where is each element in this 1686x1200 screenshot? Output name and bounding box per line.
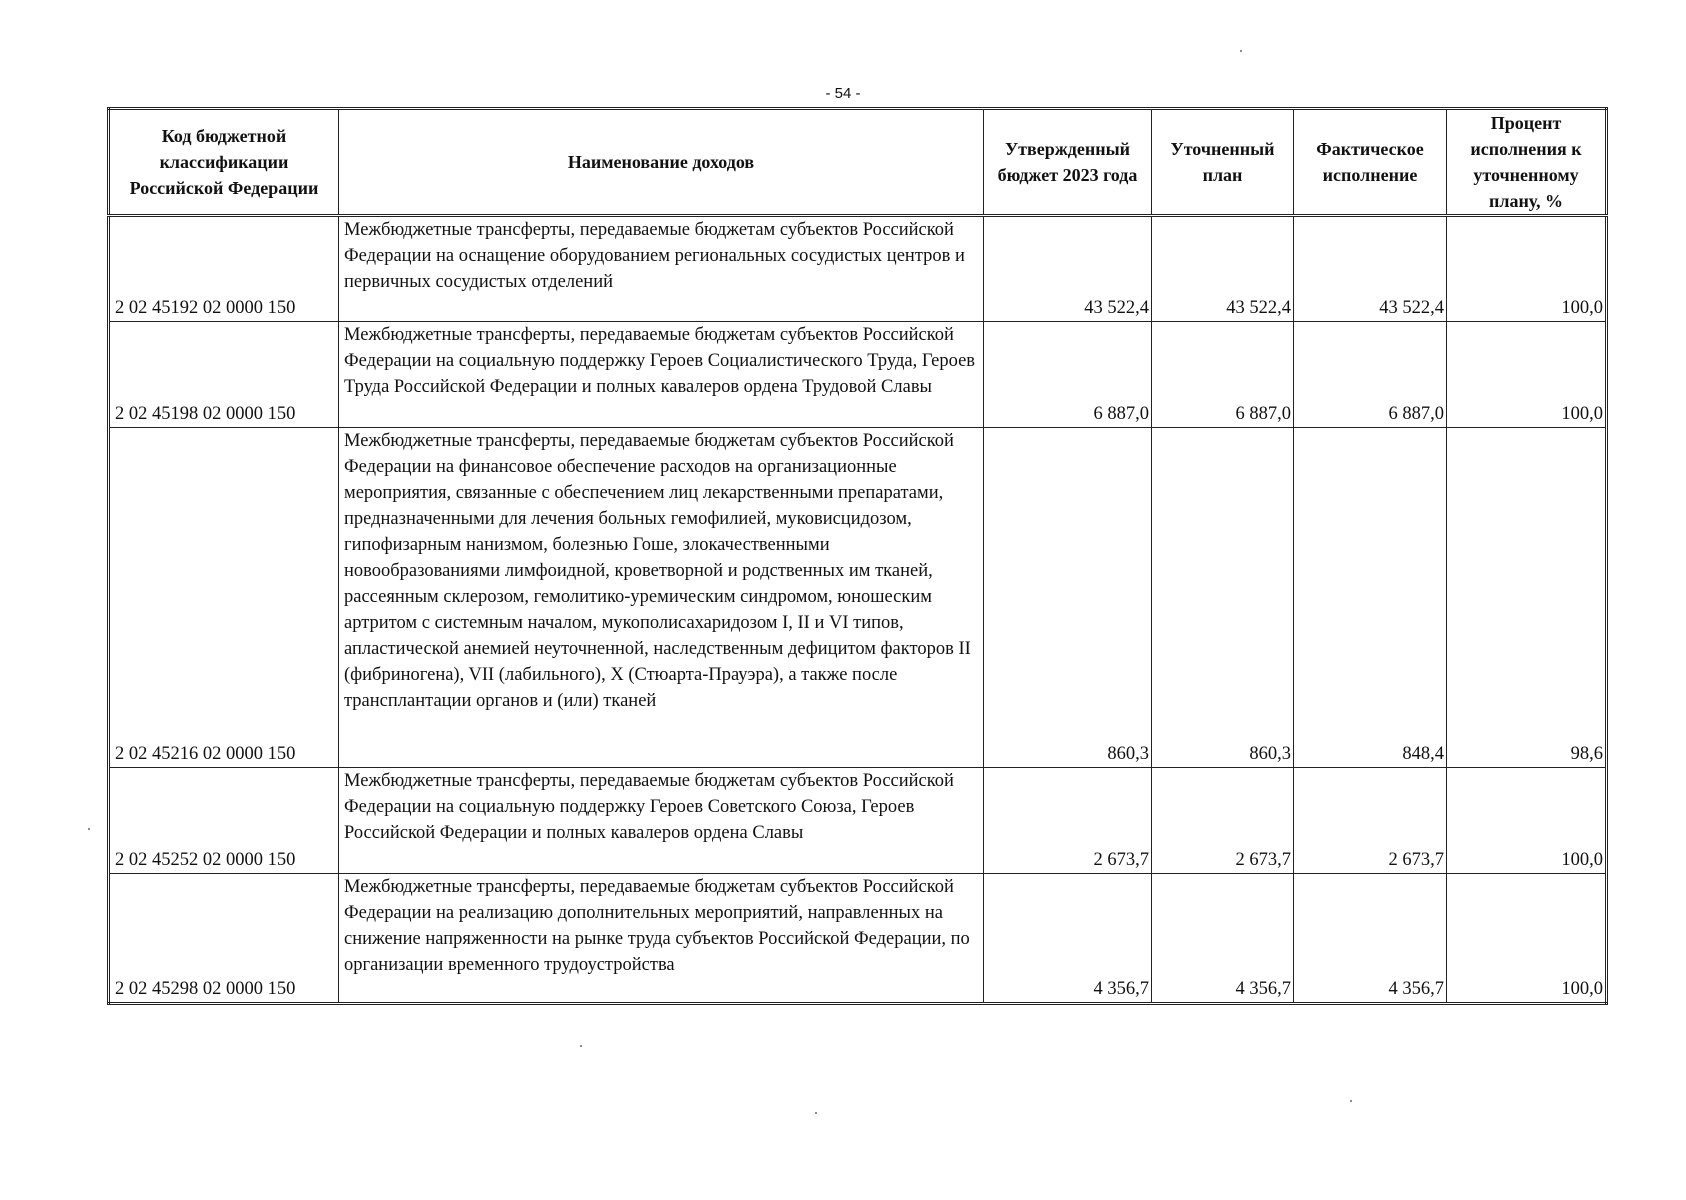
row-code: 2 02 45192 02 0000 150 <box>109 216 339 322</box>
row-plan: 860,3 <box>1152 428 1294 768</box>
scan-speck <box>1240 50 1242 52</box>
page-number: - 54 - <box>825 85 861 102</box>
row-actual: 4 356,7 <box>1294 874 1447 1004</box>
header-code: Код бюджетной классификации Российской Федерации <box>109 109 339 216</box>
header-percent: Процент исполнения к уточненному плану, % <box>1447 109 1607 216</box>
row-code: 2 02 45298 02 0000 150 <box>109 874 339 1004</box>
row-approved: 43 522,4 <box>984 216 1152 322</box>
row-plan: 6 887,0 <box>1152 322 1294 428</box>
header-plan: Уточненный план <box>1152 109 1294 216</box>
row-name: Межбюджетные трансферты, передаваемые бюджетам субъектов Российской Федерации на оснащение оборудованием региональных сосудистых центров и первичных сосудистых отделений <box>339 216 984 322</box>
row-name: Межбюджетные трансферты, передаваемые бюджетам субъектов Российской Федерации на социальную поддержку Героев Советского Союза, Героев Российской Федерации и полных кавалеров ордена Славы <box>339 768 984 874</box>
scan-speck <box>580 1045 582 1047</box>
table-row <box>109 874 1607 1004</box>
scan-speck <box>88 828 90 830</box>
row-code: 2 02 45198 02 0000 150 <box>109 322 339 428</box>
row-plan: 4 356,7 <box>1152 874 1294 1004</box>
row-percent: 98,6 <box>1447 428 1607 768</box>
row-actual: 43 522,4 <box>1294 216 1447 322</box>
header-actual: Фактическое исполнение <box>1294 109 1447 216</box>
row-name: Межбюджетные трансферты, передаваемые бюджетам субъектов Российской Федерации на финансовое обеспечение расходов на организационные мероприятия, связанные с обеспечением лиц лекарственными препаратами, предназначенными для лечения больных гемофилией, муковисцидозом, гипофизарным нанизмом, болезнью Гоше, злокачественными новообразованиями лимфоидной, кроветворной и родственных им тканей, рассеянным склерозом, гемолитико-уремическим синдромом, юношеским артритом с системным началом, мукополисахаридозом I, II и VI типов, апластической анемией неуточненной, наследственным дефицитом факторов II (фибриногена), VII (лабильного), X (Стюарта-Прауэра), а также после трансплантации органов и (или) тканей <box>339 428 984 768</box>
revenue-table <box>107 107 1608 1005</box>
row-code: 2 02 45252 02 0000 150 <box>109 768 339 874</box>
scan-speck <box>1350 1100 1352 1102</box>
row-code: 2 02 45216 02 0000 150 <box>109 428 339 768</box>
row-name: Межбюджетные трансферты, передаваемые бюджетам субъектов Российской Федерации на социальную поддержку Героев Социалистического Труда, Героев Труда Российской Федерации и полных кавалеров ордена Трудовой Славы <box>339 322 984 428</box>
row-percent: 100,0 <box>1447 768 1607 874</box>
row-percent: 100,0 <box>1447 874 1607 1004</box>
row-approved: 4 356,7 <box>984 874 1152 1004</box>
row-percent: 100,0 <box>1447 216 1607 322</box>
row-plan: 43 522,4 <box>1152 216 1294 322</box>
scan-speck <box>815 1112 817 1114</box>
row-percent: 100,0 <box>1447 322 1607 428</box>
row-actual: 2 673,7 <box>1294 768 1447 874</box>
row-name: Межбюджетные трансферты, передаваемые бюджетам субъектов Российской Федерации на реализацию дополнительных мероприятий, направленных на снижение напряженности на рынке труда субъектов Российской Федерации, по организации временного трудоустройства <box>339 874 984 1004</box>
header-approved: Утвержденный бюджет 2023 года <box>984 109 1152 216</box>
row-approved: 860,3 <box>984 428 1152 768</box>
row-actual: 6 887,0 <box>1294 322 1447 428</box>
table-row <box>109 216 1607 322</box>
table-row <box>109 768 1607 874</box>
row-approved: 2 673,7 <box>984 768 1152 874</box>
table-row <box>109 322 1607 428</box>
table-header-row <box>109 109 1607 216</box>
row-approved: 6 887,0 <box>984 322 1152 428</box>
row-actual: 848,4 <box>1294 428 1447 768</box>
table-row <box>109 428 1607 768</box>
row-plan: 2 673,7 <box>1152 768 1294 874</box>
header-name: Наименование доходов <box>339 109 984 216</box>
